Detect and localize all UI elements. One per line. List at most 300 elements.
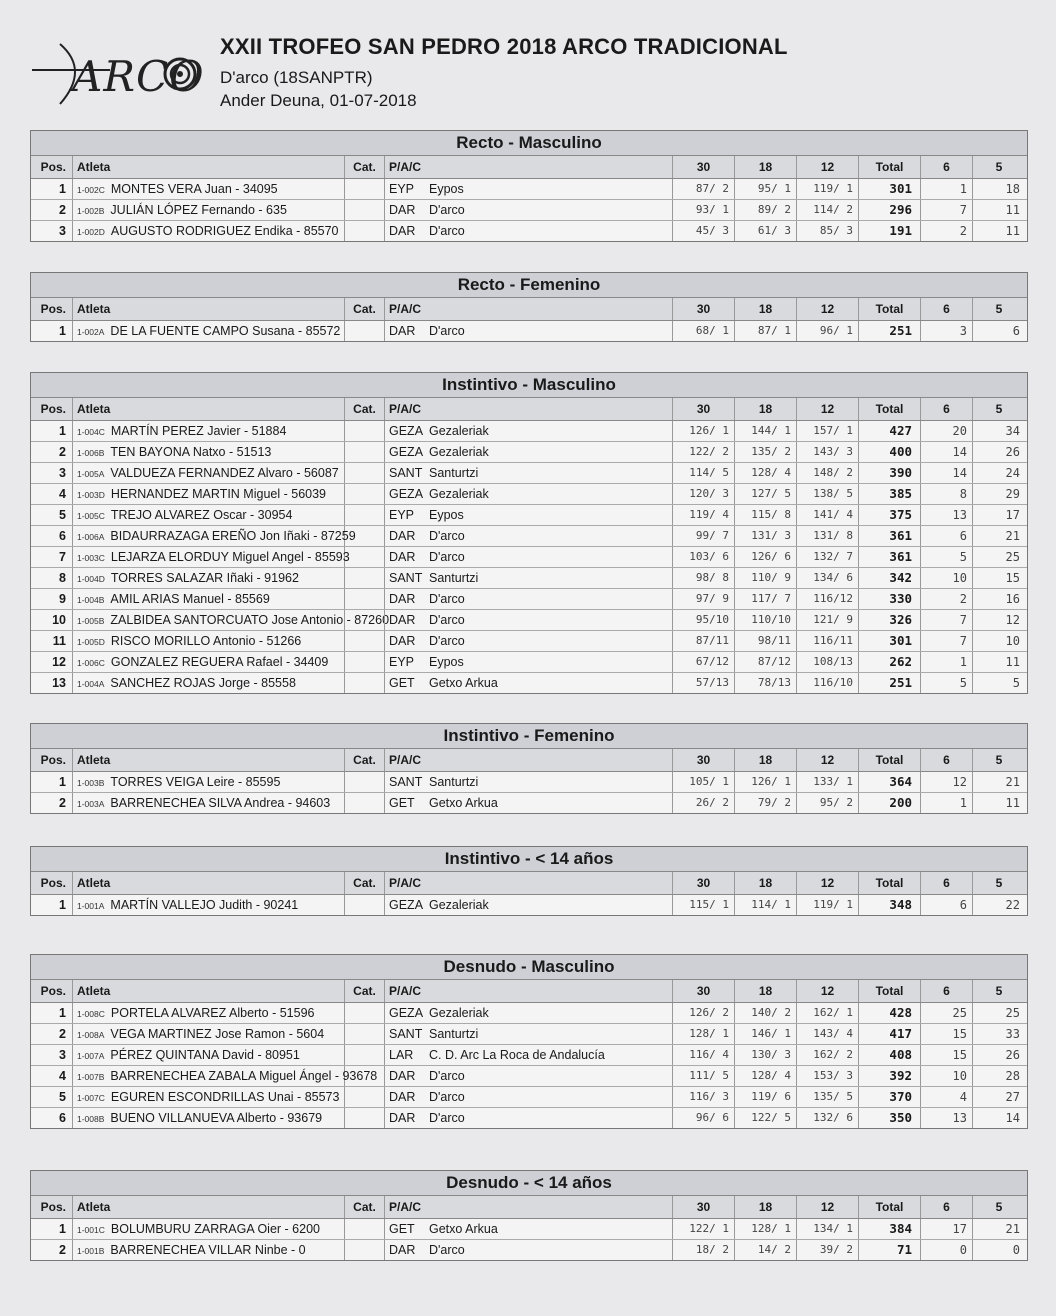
score-18m: 115/ 8	[735, 505, 797, 525]
category-cell	[345, 200, 385, 220]
column-header-d12: 12	[797, 1196, 859, 1218]
score-30m: 96/ 6	[673, 1108, 735, 1128]
club-cell	[385, 200, 673, 220]
target-code: 1-004C	[77, 427, 105, 437]
club-cell	[385, 463, 673, 483]
club-cell	[385, 772, 673, 792]
club-name: D'arco	[429, 1243, 465, 1257]
athlete-name: HERNANDEZ MARTIN Miguel - 56039	[110, 487, 326, 501]
column-header-d18: 18	[735, 1196, 797, 1218]
total-score: 251	[859, 673, 921, 693]
athlete-cell	[73, 321, 345, 341]
score-30m: 114/ 5	[673, 463, 735, 483]
athlete-cell	[73, 1219, 345, 1239]
event-location-date: Ander Deuna, 01-07-2018	[220, 91, 417, 110]
athlete-name: MARTÍN VALLEJO Judith - 90241	[110, 898, 299, 912]
column-header-pos: Pos.	[31, 1196, 73, 1218]
position-cell: 2	[31, 442, 73, 462]
target-code: 1-002C	[77, 185, 105, 195]
count-5: 11	[1005, 203, 1020, 217]
document-title: XXII TROFEO SAN PEDRO 2018 ARCO TRADICIONAL	[220, 34, 788, 59]
total-score: 348	[859, 895, 921, 915]
column-header-n5: 5	[995, 402, 1003, 416]
count-6: 2	[921, 221, 973, 241]
category-cell	[345, 547, 385, 567]
column-header-total: Total	[859, 749, 921, 771]
category-cell	[345, 321, 385, 341]
score-12m: 132/ 7	[797, 547, 859, 567]
score-18m: 119/ 6	[735, 1087, 797, 1107]
total-score: 375	[859, 505, 921, 525]
column-header-pac: P/A/C	[385, 980, 673, 1002]
club-code: DAR	[389, 224, 416, 238]
target-code: 1-002A	[77, 327, 105, 337]
category-title: Recto - Masculino	[31, 131, 1027, 156]
count-6: 15	[921, 1045, 973, 1065]
club-code: DAR	[389, 550, 416, 564]
club-cell	[385, 673, 673, 693]
club-code: DAR	[389, 203, 416, 217]
score-18m: 127/ 5	[735, 484, 797, 504]
score-12m: 148/ 2	[797, 463, 859, 483]
category-table	[30, 1170, 1028, 1261]
table-row	[31, 568, 1027, 589]
category-title: Desnudo - Masculino	[31, 955, 1027, 980]
table-row	[31, 200, 1027, 221]
category-table	[30, 723, 1028, 814]
athlete-cell	[73, 442, 345, 462]
column-header-pac: P/A/C	[385, 749, 673, 771]
score-30m: 97/ 9	[673, 589, 735, 609]
column-header-cat: Cat.	[345, 156, 385, 178]
column-header-athlete: Atleta	[73, 1196, 345, 1218]
target-code: 1-003B	[77, 778, 105, 788]
total-score: 296	[859, 200, 921, 220]
score-12m: 85/ 3	[797, 221, 859, 241]
score-12m: 39/ 2	[797, 1240, 859, 1260]
column-header-n5: 5	[995, 302, 1003, 316]
club-code: EYP	[389, 182, 415, 196]
total-score: 301	[859, 179, 921, 199]
club-cell	[385, 484, 673, 504]
category-cell	[345, 442, 385, 462]
athlete-cell	[73, 547, 350, 567]
club-name: Gezaleriak	[429, 445, 489, 459]
score-18m: 14/ 2	[735, 1240, 797, 1260]
column-header-athlete: Atleta	[73, 980, 345, 1002]
score-18m: 110/10	[735, 610, 797, 630]
count-5: 6	[1012, 324, 1020, 338]
athlete-name: TREJO ALVAREZ Oscar - 30954	[110, 508, 293, 522]
score-18m: 87/ 1	[735, 321, 797, 341]
category-table	[30, 846, 1028, 916]
athlete-name: DE LA FUENTE CAMPO Susana - 85572	[110, 324, 341, 338]
column-header-athlete: Atleta	[73, 749, 345, 771]
category-cell	[345, 1108, 385, 1128]
event-code: D'arco (18SANPTR)	[220, 68, 373, 87]
club-cell	[385, 589, 673, 609]
athlete-name: TEN BAYONA Natxo - 51513	[110, 445, 272, 459]
category-cell	[345, 1045, 385, 1065]
column-header-row	[31, 749, 1027, 772]
score-18m: 114/ 1	[735, 895, 797, 915]
column-header-n6: 6	[921, 1196, 973, 1218]
column-header-row	[31, 298, 1027, 321]
club-cell	[385, 526, 673, 546]
club-name: D'arco	[429, 224, 465, 238]
athlete-name: AUGUSTO RODRIGUEZ Endika - 85570	[110, 224, 339, 238]
column-header-pos: Pos.	[31, 872, 73, 894]
column-header-d30: 30	[673, 1196, 735, 1218]
score-30m: 98/ 8	[673, 568, 735, 588]
target-code: 1-005A	[77, 469, 105, 479]
score-18m: 89/ 2	[735, 200, 797, 220]
club-cell	[385, 547, 673, 567]
count-6: 7	[921, 631, 973, 651]
athlete-cell	[73, 484, 345, 504]
athlete-cell	[73, 652, 345, 672]
position-cell: 7	[31, 547, 73, 567]
total-score: 342	[859, 568, 921, 588]
column-header-pac: P/A/C	[385, 156, 673, 178]
score-12m: 134/ 1	[797, 1219, 859, 1239]
club-name: D'arco	[429, 1069, 465, 1083]
column-header-n5: 5	[995, 753, 1003, 767]
score-18m: 135/ 2	[735, 442, 797, 462]
athlete-name: RISCO MORILLO Antonio - 51266	[110, 634, 302, 648]
athlete-name: AMIL ARIAS Manuel - 85569	[110, 592, 270, 606]
category-cell	[345, 1024, 385, 1044]
club-cell	[385, 895, 673, 915]
table-row	[31, 505, 1027, 526]
column-header-d30: 30	[673, 156, 735, 178]
column-header-d18: 18	[735, 398, 797, 420]
total-score: 361	[859, 526, 921, 546]
target-code: 1-004D	[77, 574, 105, 584]
score-30m: 95/10	[673, 610, 735, 630]
club-code: SANT	[389, 775, 423, 789]
table-row	[31, 179, 1027, 200]
column-header-d12: 12	[797, 298, 859, 320]
column-header-d18: 18	[735, 872, 797, 894]
column-header-pos: Pos.	[31, 749, 73, 771]
club-code: DAR	[389, 1111, 416, 1125]
table-row	[31, 1003, 1027, 1024]
target-code: 1-002D	[77, 227, 105, 237]
table-row	[31, 631, 1027, 652]
count-6: 4	[921, 1087, 973, 1107]
score-12m: 119/ 1	[797, 895, 859, 915]
club-name: D'arco	[429, 1090, 465, 1104]
table-row	[31, 1219, 1027, 1240]
total-score: 428	[859, 1003, 921, 1023]
athlete-name: BIDAURRAZAGA EREÑO Jon Iñaki - 87259	[110, 529, 356, 543]
club-name: Eypos	[429, 655, 464, 669]
table-row	[31, 1240, 1027, 1260]
count-6: 1	[921, 793, 973, 813]
category-cell	[345, 673, 385, 693]
score-30m: 26/ 2	[673, 793, 735, 813]
position-cell: 2	[31, 1240, 73, 1260]
score-18m: 95/ 1	[735, 179, 797, 199]
target-code: 1-007C	[77, 1093, 105, 1103]
club-code: DAR	[389, 634, 416, 648]
club-code: DAR	[389, 613, 416, 627]
score-12m: 138/ 5	[797, 484, 859, 504]
table-row	[31, 484, 1027, 505]
score-18m: 78/13	[735, 673, 797, 693]
count-5: 26	[1005, 1048, 1020, 1062]
athlete-cell	[73, 421, 345, 441]
count-6: 7	[921, 610, 973, 630]
count-6: 3	[921, 321, 973, 341]
score-12m: 133/ 1	[797, 772, 859, 792]
athlete-cell	[73, 610, 390, 630]
score-12m: 153/ 3	[797, 1066, 859, 1086]
column-header-athlete: Atleta	[73, 398, 345, 420]
count-6: 15	[921, 1024, 973, 1044]
category-cell	[345, 1219, 385, 1239]
category-cell	[345, 568, 385, 588]
table-row	[31, 442, 1027, 463]
count-6: 25	[921, 1003, 973, 1023]
club-code: GEZA	[389, 424, 424, 438]
category-cell	[345, 589, 385, 609]
club-cell	[385, 421, 673, 441]
score-18m: 140/ 2	[735, 1003, 797, 1023]
column-header-athlete: Atleta	[73, 298, 345, 320]
athlete-name: ZALBIDEA SANTORCUATO Jose Antonio - 87260	[110, 613, 390, 627]
category-cell	[345, 772, 385, 792]
score-30m: 120/ 3	[673, 484, 735, 504]
table-row	[31, 221, 1027, 241]
table-row	[31, 1087, 1027, 1108]
club-name: Santurtzi	[429, 466, 479, 480]
score-30m: 116/ 4	[673, 1045, 735, 1065]
column-header-pac: P/A/C	[385, 1196, 673, 1218]
athlete-name: BARRENECHEA ZABALA Miguel Ángel - 93678	[110, 1069, 378, 1083]
score-30m: 18/ 2	[673, 1240, 735, 1260]
count-6: 1	[921, 652, 973, 672]
athlete-cell	[73, 463, 345, 483]
score-12m: 134/ 6	[797, 568, 859, 588]
count-5: 12	[1005, 613, 1020, 627]
count-5: 0	[1012, 1243, 1020, 1257]
score-30m: 67/12	[673, 652, 735, 672]
position-cell: 1	[31, 421, 73, 441]
score-18m: 122/ 5	[735, 1108, 797, 1128]
column-header-athlete: Atleta	[73, 872, 345, 894]
position-cell: 3	[31, 1045, 73, 1065]
column-header-d30: 30	[673, 298, 735, 320]
club-name: D'arco	[429, 550, 465, 564]
total-score: 301	[859, 631, 921, 651]
logo-text: ARCO	[72, 52, 205, 101]
column-header-n6: 6	[921, 298, 973, 320]
count-5: 17	[1005, 508, 1020, 522]
score-18m: 130/ 3	[735, 1045, 797, 1065]
club-code: GET	[389, 796, 415, 810]
club-name: D'arco	[429, 1111, 465, 1125]
score-12m: 162/ 1	[797, 1003, 859, 1023]
table-row	[31, 526, 1027, 547]
score-30m: 68/ 1	[673, 321, 735, 341]
score-12m: 121/ 9	[797, 610, 859, 630]
column-header-row	[31, 1196, 1027, 1219]
athlete-cell	[73, 673, 345, 693]
score-30m: 57/13	[673, 673, 735, 693]
athlete-name: JULIÁN LÓPEZ Fernando - 635	[110, 203, 287, 217]
category-cell	[345, 631, 385, 651]
target-code: 1-001A	[77, 901, 105, 911]
category-cell	[345, 505, 385, 525]
athlete-cell	[73, 895, 345, 915]
count-6: 8	[921, 484, 973, 504]
category-table	[30, 372, 1028, 694]
club-code: DAR	[389, 1090, 416, 1104]
count-5: 18	[1005, 182, 1020, 196]
table-row	[31, 772, 1027, 793]
column-header-pos: Pos.	[31, 298, 73, 320]
column-header-pac: P/A/C	[385, 872, 673, 894]
target-code: 1-008A	[77, 1030, 105, 1040]
count-6: 14	[921, 463, 973, 483]
club-cell	[385, 1045, 673, 1065]
position-cell: 2	[31, 200, 73, 220]
score-18m: 87/12	[735, 652, 797, 672]
club-name: Getxo Arkua	[429, 1222, 498, 1236]
club-name: D'arco	[429, 613, 465, 627]
score-12m: 116/12	[797, 589, 859, 609]
score-18m: 144/ 1	[735, 421, 797, 441]
count-6: 6	[921, 895, 973, 915]
club-name: Getxo Arkua	[429, 796, 498, 810]
table-row	[31, 793, 1027, 813]
column-header-total: Total	[859, 980, 921, 1002]
table-row	[31, 1108, 1027, 1128]
column-header-row	[31, 872, 1027, 895]
score-18m: 128/ 1	[735, 1219, 797, 1239]
athlete-cell	[73, 1087, 345, 1107]
position-cell: 8	[31, 568, 73, 588]
count-5: 11	[1005, 796, 1020, 810]
total-score: 417	[859, 1024, 921, 1044]
score-18m: 117/ 7	[735, 589, 797, 609]
count-6: 5	[921, 547, 973, 567]
column-header-d12: 12	[797, 156, 859, 178]
column-header-n6: 6	[921, 398, 973, 420]
score-12m: 96/ 1	[797, 321, 859, 341]
column-header-n5: 5	[995, 876, 1003, 890]
table-row	[31, 1066, 1027, 1087]
target-code: 1-008B	[77, 1114, 105, 1124]
count-6: 10	[921, 1066, 973, 1086]
position-cell: 11	[31, 631, 73, 651]
score-12m: 131/ 8	[797, 526, 859, 546]
athlete-name: MARTÍN PEREZ Javier - 51884	[110, 424, 287, 438]
score-18m: 61/ 3	[735, 221, 797, 241]
column-header-d18: 18	[735, 298, 797, 320]
total-score: 400	[859, 442, 921, 462]
count-5: 26	[1005, 445, 1020, 459]
column-header-pos: Pos.	[31, 398, 73, 420]
total-score: 71	[859, 1240, 921, 1260]
athlete-cell	[73, 526, 356, 546]
count-5: 10	[1005, 634, 1020, 648]
category-cell	[345, 1087, 385, 1107]
position-cell: 13	[31, 673, 73, 693]
column-header-n6: 6	[921, 156, 973, 178]
category-title: Desnudo - < 14 años	[31, 1171, 1027, 1196]
category-cell	[345, 652, 385, 672]
athlete-cell	[73, 1240, 345, 1260]
count-5: 21	[1005, 1222, 1020, 1236]
club-name: Santurtzi	[429, 775, 479, 789]
athlete-cell	[73, 221, 345, 241]
club-cell	[385, 1240, 673, 1260]
table-row	[31, 589, 1027, 610]
score-18m: 98/11	[735, 631, 797, 651]
count-6: 2	[921, 589, 973, 609]
category-cell	[345, 793, 385, 813]
category-title: Instintivo - < 14 años	[31, 847, 1027, 872]
position-cell: 1	[31, 1219, 73, 1239]
position-cell: 12	[31, 652, 73, 672]
count-5: 21	[1005, 775, 1020, 789]
score-12m: 141/ 4	[797, 505, 859, 525]
score-30m: 105/ 1	[673, 772, 735, 792]
score-30m: 93/ 1	[673, 200, 735, 220]
club-code: DAR	[389, 1243, 416, 1257]
count-6: 5	[921, 673, 973, 693]
athlete-cell	[73, 1045, 345, 1065]
count-5: 28	[1005, 1069, 1020, 1083]
athlete-name: BARRENECHEA VILLAR Ninbe - 0	[110, 1243, 306, 1257]
total-score: 408	[859, 1045, 921, 1065]
total-score: 262	[859, 652, 921, 672]
score-18m: 126/ 6	[735, 547, 797, 567]
column-header-pos: Pos.	[31, 156, 73, 178]
count-5: 5	[1012, 676, 1020, 690]
category-table	[30, 130, 1028, 242]
position-cell: 4	[31, 1066, 73, 1086]
category-title: Recto - Femenino	[31, 273, 1027, 298]
position-cell: 3	[31, 221, 73, 241]
column-header-pos: Pos.	[31, 980, 73, 1002]
table-row	[31, 463, 1027, 484]
athlete-name: GONZALEZ REGUERA Rafael - 34409	[110, 655, 329, 669]
club-code: SANT	[389, 1027, 423, 1041]
total-score: 251	[859, 321, 921, 341]
position-cell: 1	[31, 321, 73, 341]
athlete-name: TORRES SALAZAR Iñaki - 91962	[110, 571, 299, 585]
position-cell: 1	[31, 895, 73, 915]
athlete-cell	[73, 179, 345, 199]
athlete-name: TORRES VEIGA Leire - 85595	[110, 775, 281, 789]
club-name: Santurtzi	[429, 571, 479, 585]
target-code: 1-006A	[77, 532, 105, 542]
athlete-cell	[73, 1108, 345, 1128]
count-6: 10	[921, 568, 973, 588]
column-header-row	[31, 980, 1027, 1003]
club-cell	[385, 1108, 673, 1128]
score-30m: 122/ 2	[673, 442, 735, 462]
category-cell	[345, 526, 385, 546]
club-name: Gezaleriak	[429, 1006, 489, 1020]
club-cell	[385, 1087, 673, 1107]
column-header-total: Total	[859, 156, 921, 178]
table-row	[31, 895, 1027, 915]
